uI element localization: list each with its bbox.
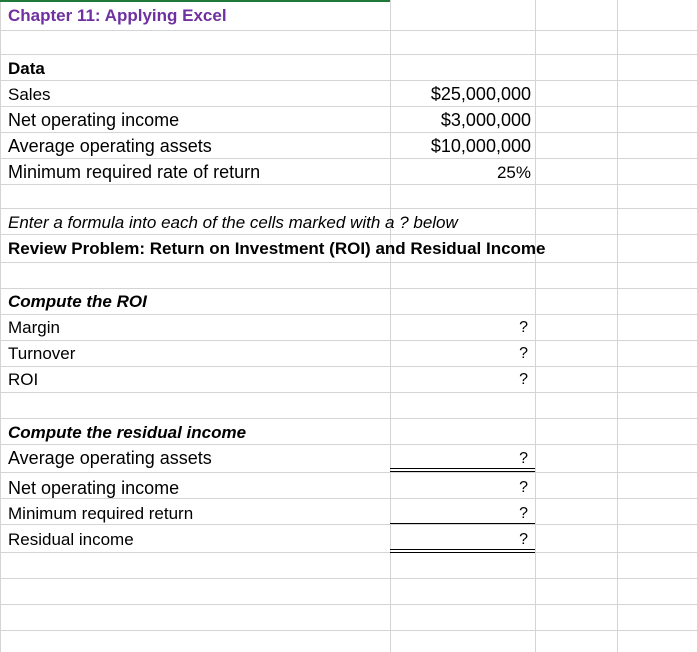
gridline-col-a-right: [390, 0, 391, 652]
gridline-row: [0, 418, 698, 419]
data-value-assets[interactable]: $10,000,000: [430, 136, 531, 156]
gridline-row: [0, 524, 698, 525]
roi-heading[interactable]: Compute the ROI: [8, 292, 147, 311]
gridline-row: [0, 444, 698, 445]
gridline-row: [0, 132, 698, 133]
data-heading[interactable]: Data: [8, 59, 45, 78]
gridline-row: [0, 472, 698, 473]
ri-cell-min-return[interactable]: ?: [519, 505, 528, 522]
roi-cell-margin[interactable]: ?: [519, 319, 528, 336]
gridline-col-b-right: [535, 0, 536, 652]
roi-label-margin[interactable]: Margin: [8, 318, 60, 337]
data-value-rate[interactable]: 25%: [496, 163, 531, 182]
data-label-noi[interactable]: Net operating income: [8, 110, 180, 130]
ri-cell-residual[interactable]: ?: [519, 531, 528, 548]
gridline-row: [0, 184, 698, 185]
gridline-row: [0, 234, 698, 235]
gridline-row: [0, 392, 698, 393]
gridline-row: [0, 552, 698, 553]
gridline-row: [0, 54, 698, 55]
gridline-row: [0, 340, 698, 341]
gridline-row: [0, 106, 698, 107]
gridline-col-a-left: [0, 0, 1, 652]
ri-heading[interactable]: Compute the residual income: [8, 423, 247, 442]
gridline-col-c-right: [617, 0, 618, 652]
roi-cell-roi[interactable]: ?: [519, 371, 528, 388]
single-underline: [390, 523, 535, 524]
gridline-row: [0, 208, 698, 209]
ri-label-noi[interactable]: Net operating income: [8, 478, 180, 498]
ri-cell-assets[interactable]: ?: [519, 450, 528, 467]
instruction-text[interactable]: Enter a formula into each of the cells marked with a ? below: [8, 213, 458, 232]
gridline-row: [0, 288, 698, 289]
gridline-row: [0, 30, 698, 31]
ri-label-residual[interactable]: Residual income: [8, 530, 134, 549]
ri-label-min-return[interactable]: Minimum required return: [8, 504, 194, 523]
gridline-row: [0, 158, 698, 159]
gridline-row: [0, 80, 698, 81]
problem-title[interactable]: Review Problem: Return on Investment (ROI) and Residual Income: [8, 239, 546, 258]
gridline-row: [0, 366, 698, 367]
gridline-row: [0, 604, 698, 605]
roi-label-turnover[interactable]: Turnover: [8, 344, 76, 363]
data-value-sales[interactable]: $25,000,000: [430, 84, 531, 104]
sheet-title[interactable]: Chapter 11: Applying Excel: [8, 6, 227, 25]
data-label-rate[interactable]: Minimum required rate of return: [8, 162, 261, 182]
double-underline: [390, 468, 535, 472]
data-value-noi[interactable]: $3,000,000: [440, 110, 531, 130]
gridline-row: [0, 262, 698, 263]
gridline-row: [0, 578, 698, 579]
ri-cell-noi[interactable]: ?: [519, 479, 528, 496]
gridline-row: [0, 314, 698, 315]
gridline-row: [0, 498, 698, 499]
data-label-sales[interactable]: Sales: [8, 85, 51, 104]
gridline-row: [0, 630, 698, 631]
data-label-assets[interactable]: Average operating assets: [8, 136, 212, 156]
roi-label-roi[interactable]: ROI: [8, 370, 39, 389]
double-underline: [390, 549, 535, 553]
ri-label-assets[interactable]: Average operating assets: [8, 448, 212, 468]
selection-accent: [0, 0, 390, 2]
roi-cell-turnover[interactable]: ?: [519, 345, 528, 362]
